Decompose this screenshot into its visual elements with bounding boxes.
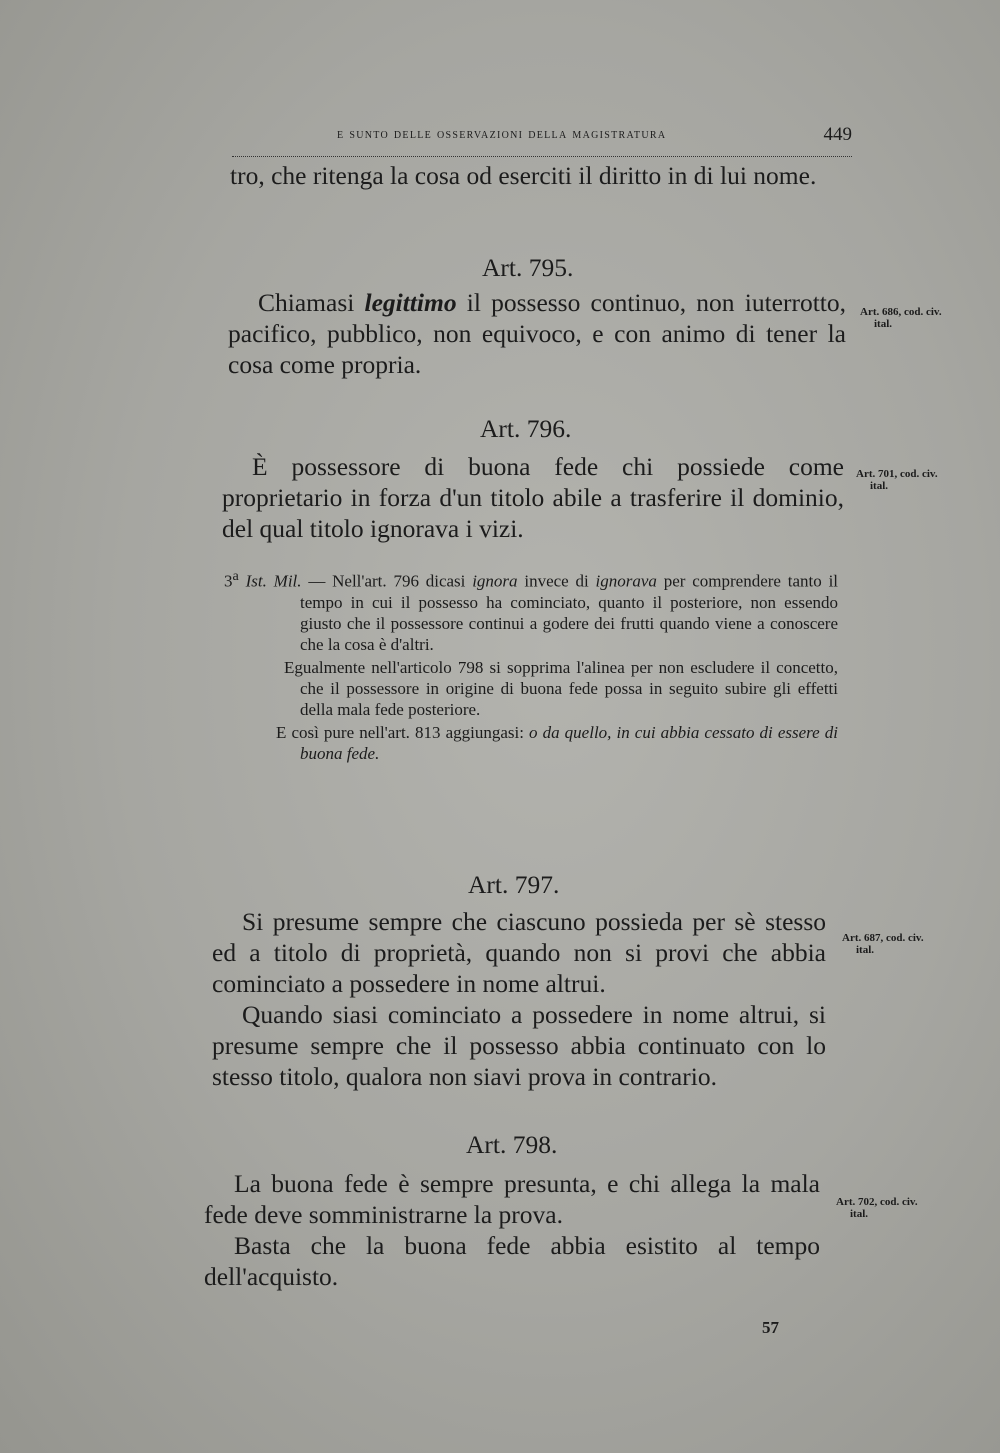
article-798-side-ref [836,1196,918,1220]
note-paragraph-1 [224,566,838,655]
note-text: — Nell'art. 796 dicasi [301,571,473,591]
article-795-text-rest: il possesso continuo, non iuterrotto, pacifico, pubblico, non equivoco, e con animo di tener la cosa come propria. [228,288,846,379]
note-paragraph-3 [224,722,838,764]
note-source-name: Ist. Mil. [245,571,302,591]
article-796-text: È possessore di buona fede chi possiede come proprietario in forza d'un titolo abile a trasferire il dominio, del qual titolo ignorava i vizi. [222,452,844,543]
note-text: E così pure nell'art. 813 aggiungasi: [276,722,530,742]
article-795-text [228,287,846,380]
side-ref-text: Art. 687, cod. civ. [842,932,924,944]
side-ref-ital: ital. [874,318,893,330]
article-797-body [212,906,826,1092]
article-798-body [204,1168,820,1292]
note-paragraph-2: Egualmente nell'articolo 798 si sopprima l'alinea per non escludere il concetto, che il possessore in origine di buona fede possa in seguito subire gli effetti della mala fede posteriore. [284,657,838,719]
side-ref-text: Art. 702, cod. civ. [836,1196,918,1208]
article-798-paragraph-1: La buona fede è sempre presunta, e chi allega la mala fede deve somministrarne la prova. [204,1169,820,1229]
printer-signature: 57 [762,1318,779,1337]
running-header [232,126,852,157]
side-ref-text: Art. 686, cod. civ. [860,306,942,318]
side-ref-text: Art. 701, cod. civ. [856,468,938,480]
article-798-title: Art. 798. [466,1130,558,1159]
side-ref-ital: ital. [850,1208,869,1220]
article-795-title: Art. 795. [482,253,574,282]
article-797-paragraph-2: Quando siasi cominciato a possedere in nome altrui, si presume sempre che il possesso abbia continuato con lo stesso titolo, qualora non siavi prova in contrario. [212,1000,826,1091]
note-source-number: 3 [224,571,233,591]
article-797-paragraph-1: Si presume sempre che ciascuno possieda per sè stesso ed a titolo di proprietà, quando non si provi che abbia cominciato a possedere in nome altrui. [212,907,826,998]
note-text: invece di [517,571,596,591]
note-text: per comprendere tanto il tempo in cui il possesso ha cominciato, quanto il posteriore, non essendo giusto che il possessore continui a godere dei frutti quando viene a conoscere che la cosa è d'altri. [300,571,839,654]
note-emphasis: ignorava [595,571,657,591]
article-795-emphasis: legittimo [364,288,457,317]
note-source-superscript: a [232,568,239,584]
article-795-text-part: Chiamasi [258,288,365,317]
article-797-title: Art. 797. [468,870,560,899]
article-796-side-ref [856,468,938,492]
article-795-side-ref [860,306,942,330]
header-title: e sunto delle osservazioni della magistratura [337,126,667,142]
magistrature-note [224,566,838,764]
side-ref-ital: ital. [870,480,889,492]
note-emphasis: ignora [472,571,518,591]
article-796-title: Art. 796. [480,414,572,443]
page-number: 449 [823,124,852,145]
article-797-side-ref [842,932,924,956]
note-emphasis: o da quello, in cui abbia cessato di essere di buona fede. [300,722,838,763]
continuation-text: tro, che ritenga la cosa od eserciti il diritto in di lui nome. [230,161,817,190]
side-ref-ital: ital. [856,944,875,956]
article-798-paragraph-2: Basta che la buona fede abbia esistito al tempo dell'acquisto. [204,1231,820,1291]
